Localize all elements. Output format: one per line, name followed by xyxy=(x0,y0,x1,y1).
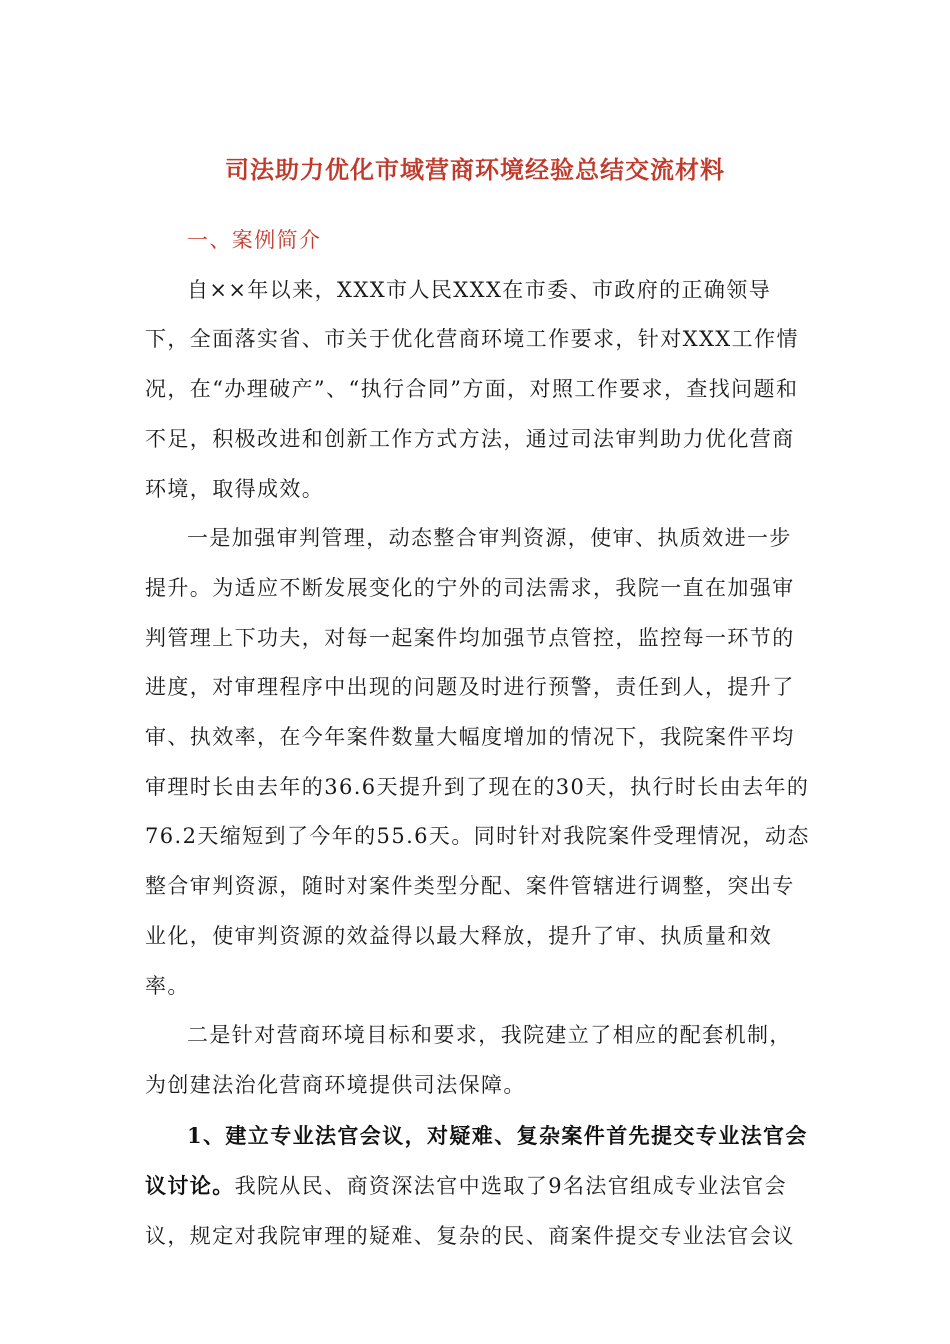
paragraph-trial-management: 一是加强审判管理，动态整合审判资源，使审、执质效进一步提升。为适应不断发展变化的宁外的司法需求，我院一直在加强审判管理上下功夫，对每一起案件均加强节点管控，监控每一环节的进度，对审理程序中出现的问题及时进行预警，责任到人，提升了审、执效率，在今年案件数量大幅度增加的情况下，我院案件平均审理时长由去年的36.6天提升到了现在的30天，执行时长由去年的76.2天缩短到了今年的55.6天。同时针对我院案件受理情况，动态整合审判资源，随时对案件类型分配、案件管辖进行调整，突出专业化，使审判资源的效益得以最大释放，提升了审、执质量和效率。 xyxy=(145,526,810,998)
document-body xyxy=(145,216,810,1262)
paragraph-judge-meeting xyxy=(145,1111,810,1262)
paragraph-judge-meeting-lead: 1、建立专业法官会议，对疑难、复杂案件首先提交专业法官会议讨论。 xyxy=(145,1122,808,1199)
paragraph-mechanisms: 二是针对营商环境目标和要求，我院建立了相应的配套机制，为创建法治化营商环境提供司法保障。 xyxy=(145,1023,792,1097)
paragraph-intro: 自××年以来，XXX市人民XXX在市委、市政府的正确领导下，全面落实省、市关于优化营商环境工作要求，针对XXX工作情况，在“办理破产”、“执行合同”方面，对照工作要求，查找问题和不足，积极改进和创新工作方式方法，通过司法审判助力优化营商环境，取得成效。 xyxy=(145,277,799,501)
paragraph-judge-meeting-text: 我院从民、商资深法官中选取了9名法官组成专业法官会议，规定对我院审理的疑难、复杂的民、商案件提交专业法官会议 xyxy=(145,1174,795,1249)
section-heading: 一、案例简介 xyxy=(187,228,322,252)
document-title: 司法助力优化市域营商环境经验总结交流材料 xyxy=(225,155,725,184)
